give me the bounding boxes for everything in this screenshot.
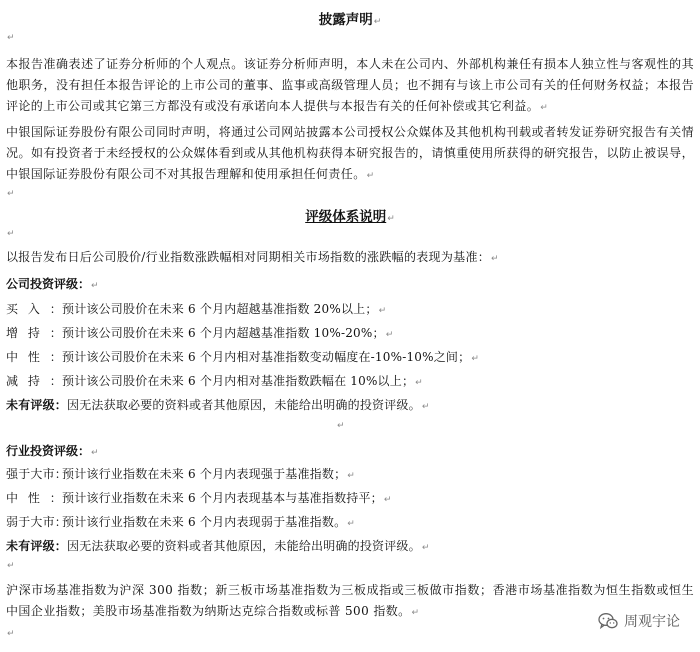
rating-label: 中性：	[6, 350, 62, 364]
industry-rating-heading: 行业投资评级：↵	[6, 444, 99, 458]
rating-desc: 因无法获取必要的资料或者其他原因，未能给出明确的投资评级。	[67, 539, 421, 553]
empty-paragraph: ↵	[337, 421, 345, 431]
rating-label: 增持：	[6, 326, 62, 340]
rating-desc: 预计该公司股价在未来 6 个月内相对基准指数变动幅度在-10%-10%之间；	[62, 350, 471, 364]
empty-paragraph: ↵	[7, 229, 15, 239]
industry-rating-not-rated: 未有评级：因无法获取必要的资料或者其他原因，未能给出明确的投资评级。↵	[6, 539, 430, 553]
empty-paragraph: ↵	[7, 629, 15, 639]
industry-rating-underperform: 弱于大市：预计该行业指数在未来 6 个月内表现弱于基准指数。↵	[6, 515, 356, 529]
rating-desc: 预计该行业指数在未来 6 个月内表现弱于基准指数。	[62, 515, 347, 529]
rating-label: 弱于大市：	[6, 515, 68, 529]
empty-paragraph: ↵	[7, 561, 15, 571]
rating-label: 未有评级：	[6, 539, 68, 553]
rating-label: 强于大市：	[6, 467, 68, 481]
rating-desc: 因无法获取必要的资料或者其他原因，未能给出明确的投资评级。	[67, 398, 421, 412]
rating-desc: 预计该公司股价在未来 6 个月内超越基准指数 20%以上；	[62, 302, 378, 316]
industry-rating-neutral: 中性：预计该行业指数在未来 6 个月内表现基本与基准指数持平；↵	[6, 491, 392, 505]
disclosure-paragraph-2: 中银国际证券股份有限公司同时声明，将通过公司网站披露本公司授权公众媒体及其他机构刊载或者转发证券研究报告有关情况。如有投资者于未经授权的公众媒体看到或从其他机构获得本研究报告的，请慎重使用所获得的研究报告，以防止被误导，中银国际证券股份有限公司不对其报告理解和使用承担任何责任。↵	[6, 125, 694, 181]
benchmark-paragraph: 沪深市场基准指数为沪深 300 指数；新三板市场基准指数为三板成指或三板做市指数；香港市场基准指数为恒生指数或恒生中国企业指数；美股市场基准指数为纳斯达克综合指数或标普 500 指数。↵	[6, 583, 694, 618]
wechat-icon	[598, 612, 618, 630]
rating-basis: 以报告发布日后公司股价/行业指数涨跌幅相对同期相关市场指数的涨跌幅的表现为基准：↵	[6, 250, 499, 264]
empty-paragraph: ↵	[7, 33, 15, 43]
company-rating-neutral: 中性：预计该公司股价在未来 6 个月内相对基准指数变动幅度在-10%-10%之间；↵	[6, 350, 480, 364]
disclosure-title: 披露声明↵	[318, 12, 382, 28]
disclosure-paragraph-1: 本报告准确表述了证券分析师的个人观点。该证券分析师声明，本人未在公司内、外部机构兼任有损本人独立性与客观性的其他职务，没有担任本报告评论的上市公司的董事、监事或高级管理人员；也不拥有与该上市公司有关的任何财务权益；本报告评论的上市公司或其它第三方都没有或没有承诺向本人提供与本报告有关的任何补偿或其它利益。↵	[6, 57, 694, 113]
company-rating-buy: 买入：预计该公司股价在未来 6 个月内超越基准指数 20%以上；↵	[6, 302, 387, 316]
watermark	[598, 611, 680, 631]
empty-paragraph: ↵	[7, 189, 15, 199]
industry-rating-outperform: 强于大市：预计该行业指数在未来 6 个月内表现强于基准指数；↵	[6, 467, 356, 481]
rating-desc: 预计该行业指数在未来 6 个月内表现基本与基准指数持平；	[62, 491, 383, 505]
rating-desc: 预计该行业指数在未来 6 个月内表现强于基准指数；	[62, 467, 347, 481]
company-rating-overweight: 增持：预计该公司股价在未来 6 个月内超越基准指数 10%-20%；↵	[6, 326, 394, 340]
rating-system-title: 评级体系说明↵	[305, 209, 395, 225]
paragraph-mark: ↵	[373, 17, 382, 27]
company-rating-underweight: 减持：预计该公司股价在未来 6 个月内相对基准指数跌幅在 10%以上；↵	[6, 374, 423, 388]
rating-label: 未有评级：	[6, 398, 68, 412]
rating-desc: 预计该公司股价在未来 6 个月内相对基准指数跌幅在 10%以上；	[62, 374, 415, 388]
rating-label: 买入：	[6, 302, 62, 316]
rating-desc: 预计该公司股价在未来 6 个月内超越基准指数 10%-20%；	[62, 326, 385, 340]
company-rating-heading: 公司投资评级：↵	[6, 277, 99, 291]
rating-label: 减持：	[6, 374, 62, 388]
company-rating-not-rated: 未有评级：因无法获取必要的资料或者其他原因，未能给出明确的投资评级。↵	[6, 398, 430, 412]
rating-label: 中性：	[6, 491, 62, 505]
watermark-text: 周观宇论	[624, 614, 680, 630]
